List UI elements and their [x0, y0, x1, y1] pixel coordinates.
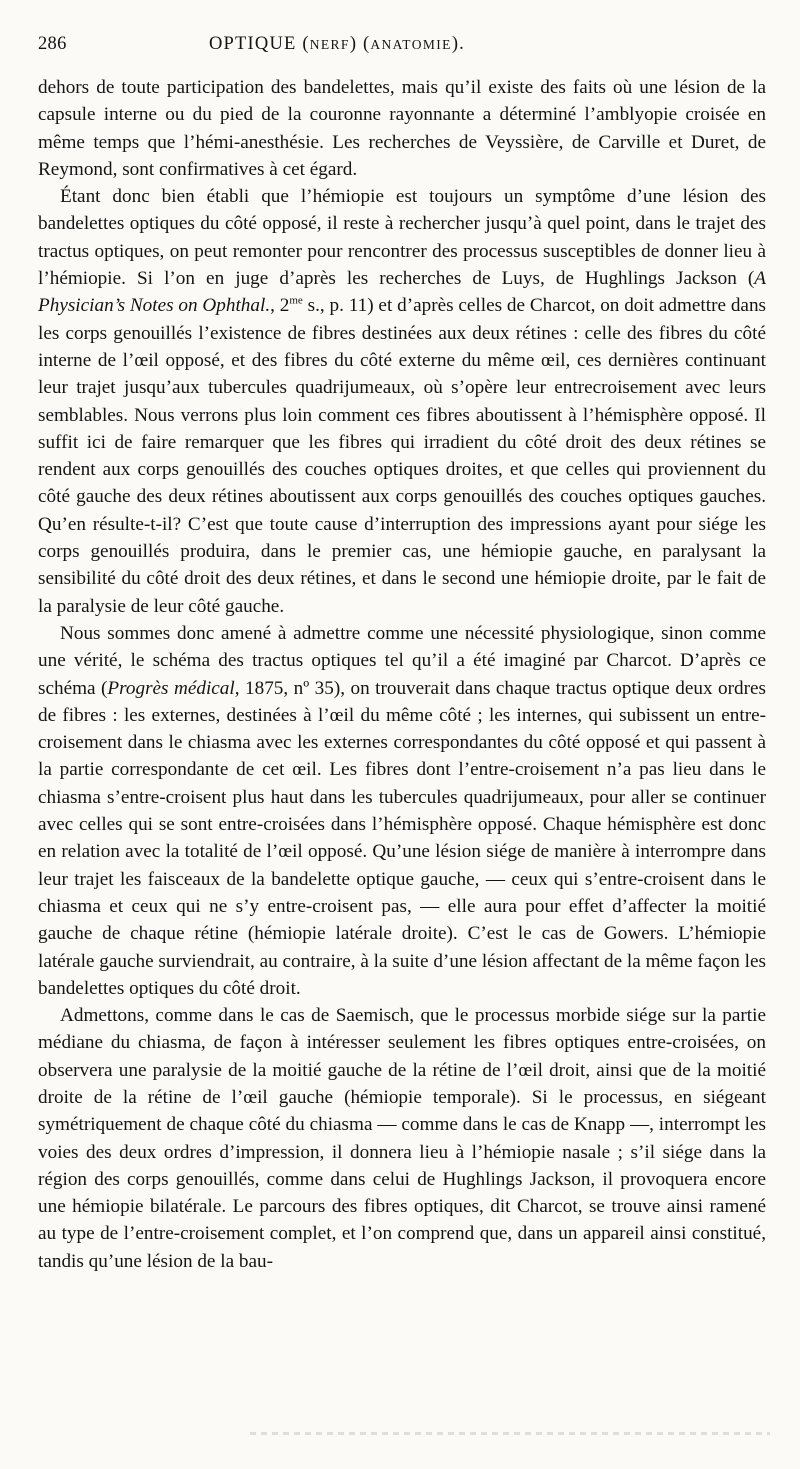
text-segment: dehors de toute participation des bandelettes, mais qu’il existe des faits où une lésion de la capsule interne ou du pied de la couronne rayonnante a déterminé l’amblyopie croisée en même temps que l’hémi-anesthésie. Les recherches de Veyssière, de Carville et Duret, de Reymond, sont confirmatives à cet égard.: [38, 77, 766, 180]
text-segment: A Physician’s Notes on Ophthal.: [38, 268, 766, 317]
paragraph-1: [38, 74, 766, 183]
text-segment: , 2: [270, 295, 290, 317]
page-number: 286: [38, 34, 67, 54]
text-segment: Admettons, comme dans le cas de Saemisch, que le processus morbide siége sur la partie médiane du chiasma, de façon à intéresser seulement les fibres optiques entre-croisées, on observera une paralysie de la moitié gauche de la rétine de l’œil droit, ainsi que de la moitié droite de la rétine de l’œil gauche (hémiopie temporale). Si le processus, en siégeant symétriquement de chaque côté du chiasma — comme dans le cas de Knapp —, interrompt les voies des deux ordres d’impression, il donnera lieu à l’hémiopie nasale ; s’il siége dans la région des corps genouillés, comme dans celui de Hughlings Jackson, il provoquera encore une hémiopie bilatérale. Le parcours des fibres optiques, dit Charcot, se trouve ainsi ramené au type de l’entre-croisement complet, et l’on comprend que, dans un appareil ainsi constitué, tandis qu’une lésion de la bau-: [38, 1005, 766, 1272]
running-head-end: ).: [451, 34, 465, 54]
paragraph-4: [38, 1002, 766, 1275]
paragraph-3: [38, 620, 766, 1002]
running-head-main: OPTIQUE (: [208, 34, 310, 54]
show-through-line: [250, 1432, 770, 1435]
paragraph-2: [38, 183, 766, 620]
text-segment: Étant donc bien établi que l’hémiopie est toujours un symptôme d’une lésion des bandelettes optiques du côté opposé, il reste à rechercher jusqu’à quel point, dans le trajet des tractus optiques, on peut remonter pour rencontrer des processus susceptibles de donner lieu à l’hémiopie. Si l’on en juge d’après les recherches de Luys, de Hughlings Jackson (: [38, 186, 766, 290]
body-text: [38, 74, 766, 1275]
running-head: [98, 34, 576, 55]
text-segment: s., p. 11) et d’après celles de Charcot, on doit admettre dans les corps genouillés l’existence de fibres destinées aux deux rétines : celle des fibres du côté interne de l’œil opposé, et des fibres du côté externe du même œil, ces dernières continuant leur trajet jusqu’aux tubercules quadrijumeaux, où s’opère leur entrecroisement avec leurs semblables. Nous verrons plus loin comment ces fibres aboutissent à l’hémisphère opposé. Il suffit ici de faire remarquer que les fibres qui irradient du côté droit des deux rétines se rendent aux corps genouillés des couches optiques droites, et que celles qui proviennent du côté gauche des deux rétines aboutissent aux corps genouillés des couches optiques gauches. Qu’en résulte-t-il? C’est que toute cause d’interruption des impressions ayant pour siége les corps genouillés produira, dans le premier cas, une hémiopie gauche, en paralysant la sensibilité du côté droit des deux rétines, et dans le second une hémiopie droite, par le fait de la paralysie de leur côté gauche.: [38, 295, 767, 617]
text-segment: , 1875, nº 35), on trouverait dans chaque tractus optique deux ordres de fibres : les externes, destinées à l’œil du même côté ; les internes, qui subissent un entre-croisement dans le chiasma avec les externes correspondantes du côté opposé et qui passent à la partie correspondante de cet œil. Les fibres dont l’entre-croisement n’a pas lieu dans le chiasma s’entre-croisent plus haut dans les tubercules quadrijumeaux, pour aller se continuer avec celles qui se sont entre-croisées dans l’hémisphère opposé. Chaque hémisphère est donc en relation avec la totalité de l’œil opposé. Qu’une lésion siége de manière à interrompre dans leur trajet les faisceaux de la bandelette optique gauche, — ceux qui s’entre-croisent dans le chiasma et ceux qui ne s’y entre-croisent pas, — elle aura pour effet d’affecter la moitié gauche de chaque rétine (hémiopie latérale droite). C’est le cas de Gowers. L’hémiopie latérale gauche surviendrait, au contraire, à la suite d’une lésion affectant de la même façon les bandelettes optiques du côté droit.: [38, 677, 766, 999]
text-segment: Nous sommes donc amené à admettre comme une nécessité physiologique, sinon comme une vérité, le schéma des tractus optiques tel qu’il a été imaginé par Charcot. D’après ce schéma (: [38, 622, 766, 699]
running-head-anatomie: ANATOMIE: [370, 37, 452, 52]
text-segment: me: [289, 294, 303, 307]
running-head-mid: ) (: [349, 34, 371, 54]
page-header: [38, 34, 766, 60]
running-head-nerf: NERF: [309, 37, 350, 52]
text-segment: Progrès médical: [107, 677, 235, 699]
